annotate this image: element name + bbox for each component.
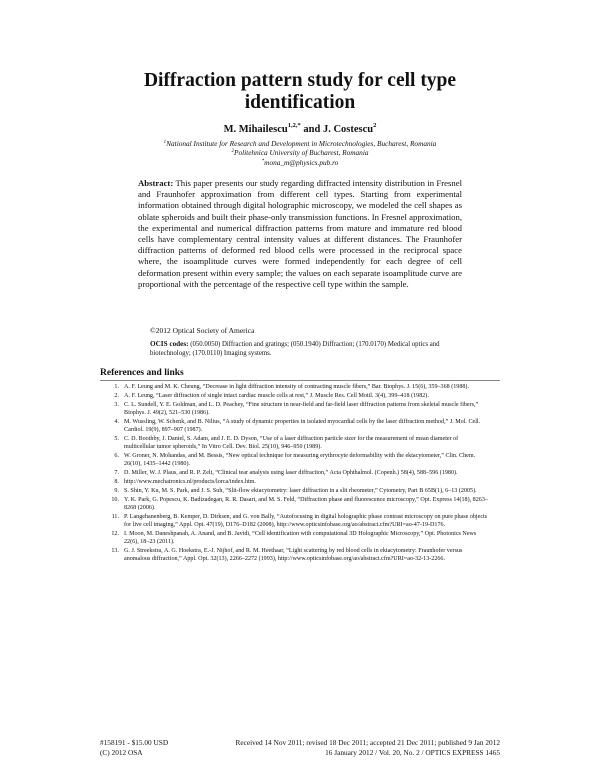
paper-title <box>100 70 500 114</box>
reference-number: 4. <box>114 419 119 426</box>
reference-item <box>100 488 488 496</box>
abstract-text: This paper presents our study regarding diffracted intensity distribution in Fresnel and Fraunhofer approximation from different cell types. Starting from experimental information obtained through digital holographic microscopy, we modeled the cell shapes as oblate spheroids and built their phase-only transmission functions. In Fresnel approximation, the experimental and numerical diffraction patterns from mature and immature red blood cells have complementary central intensity values at different distances. The Fraunhofer diffraction patterns of deformed red blood cells were processed in the reciprocal space where, the isoamplitude curves were formed independently for each degree of cell deformation present within every sample; the values on each separate isoamplitude curve are proportional with the percentage of the respective cell type within the sample. <box>138 178 462 289</box>
reference-link[interactable]: http://www.mechatronics.nl/products/lorca/index.htm. <box>124 479 256 486</box>
page-footer <box>100 738 500 758</box>
abstract <box>138 178 462 290</box>
reference-list <box>100 384 488 565</box>
reference-number: 2. <box>114 393 119 400</box>
reference-text: I. Moon, M. Daneshpanah, A. Anand, and B. Javidi, “Cell identification with computational 3D Holographic Microscopy,” Opt. Photonics News 22(6), 18–23 (2011). <box>124 531 477 546</box>
reference-text: P. Langehanenberg, B. Kemper, D. Dirksen, and G. von Bally, “Autofocusing in digital holographic phase contrast microscopy on pure phase objects for live cell imaging,” Appl. Opt. 47(19), D176–D182 (2008), http://www.opticsinfobase.org/ao/abstract.cfm?URI=ao-47-19-D176. <box>124 514 488 529</box>
reference-number: 3. <box>114 402 119 409</box>
reference-text: C. L. Sundell, Y. E. Goldman, and L. D. Peachey, “Fine structure in near-field and far-field laser diffraction patterns from skeletal muscle fibers,” Biophys. J. 49(2), 521–530 (1986). <box>124 402 479 417</box>
abstract-label: Abstract: <box>138 178 174 188</box>
affiliation-line <box>110 158 490 167</box>
author-affiliation-marker: 2 <box>373 122 377 129</box>
reference-item <box>100 479 488 487</box>
reference-item <box>100 402 488 418</box>
reference-text: C. D. Boothby, J. Daniel, S. Adam, and J. E. D. Dyson, “Use of a laser diffraction particle sizer for the measurement of mean diameter of multicellular tumor spheroids,” In Vitro Cell. Dev. Biol. 25(10), 946–950 (1989). <box>124 436 459 451</box>
affiliation-list <box>110 139 490 167</box>
reference-item <box>100 514 488 530</box>
author-name: J. Costescu <box>322 124 374 135</box>
affiliation-line <box>110 139 490 148</box>
reference-item <box>100 419 488 435</box>
reference-text: S. Shin, Y. Ku, M. S. Park, and J. S. Suh, “Slit-flow ektacytometry: laser diffraction in a slit rheometer,” Cytometry, Part B 65B(1), 6–13 (2005). <box>124 488 477 495</box>
reference-number: 11. <box>111 514 119 521</box>
reference-number: 8. <box>114 479 119 486</box>
reference-item <box>100 497 488 513</box>
reference-number: 6. <box>114 453 119 460</box>
reference-number: 7. <box>114 470 119 477</box>
publication-dates: Received 14 Nov 2011; revised 18 Dec 2011; accepted 21 Dec 2011; published 9 Jan 2012 <box>235 738 500 747</box>
author-list <box>100 123 500 136</box>
ocis-label: OCIS codes: <box>150 340 189 348</box>
footer-row <box>100 738 500 748</box>
reference-item <box>100 453 488 469</box>
reference-number: 10. <box>111 497 119 504</box>
references-divider <box>100 380 500 381</box>
reference-text: G. J. Streekstra, A. G. Hoekstra, E.-J. Nijhof, and R. M. Heethaar, “Light scattering by red blood cells in ektacytometry: Fraunhofer versus anomalous diffraction,” Appl. Opt. 32(13), 2266–2272 (1993), http://www.opticsinfobase.org/ao/abstract.cfm?URI=ao-32-13-2266. <box>124 548 463 563</box>
reference-item <box>100 384 488 392</box>
reference-number: 5. <box>114 436 119 443</box>
reference-text: D. Miller, W. J. Plaus, and R. P. Zelt, “Clinical tear analysis using laser diffraction,” Acta Ophthalmol. (Copenh.) 58(4), 588–596 (1980). <box>124 470 458 477</box>
reference-item <box>100 436 488 452</box>
title-line-1: Diffraction pattern study for cell type <box>143 70 457 91</box>
reference-number: 13. <box>111 548 119 555</box>
affiliation-marker: * <box>261 158 265 164</box>
reference-item <box>100 470 488 478</box>
osa-copyright: (C) 2012 OSA <box>100 748 143 757</box>
article-id-price: #158191 - $15.00 USD <box>100 738 169 747</box>
reference-text: M. Wussling, W. Schenk, and B. Nilius, “A study of dynamic properties in isolated myocardial cells by the laser diffraction method,” J. Mol. Cell. Cardiol. 19(9), 897–907 (1987). <box>124 419 481 434</box>
affiliation-line <box>110 148 490 157</box>
reference-number: 9. <box>114 488 119 495</box>
affiliation-text: National Institute for Research and Development in Microtechnologies, Bucharest, Romania <box>166 139 437 148</box>
journal-citation: 16 January 2012 / Vol. 20, No. 2 / OPTICS EXPRESS 1465 <box>325 748 500 757</box>
copyright-notice: ©2012 Optical Society of America <box>150 326 255 335</box>
title-line-2: identification <box>244 92 356 113</box>
reference-number: 1. <box>114 384 119 390</box>
ocis-codes <box>150 340 462 358</box>
reference-text: A. F. Leung and M. K. Cheung, “Decrease in light diffraction intensity of contracting muscle fibers,” Bar. Biophys. J. 15(6), 359–368 (1988). <box>124 384 469 390</box>
author-name: M. Mihailescu <box>223 124 288 135</box>
footer-row <box>100 748 500 758</box>
reference-text: Y. K. Park, G. Popescu, K. Badizadegan, R. R. Dasari, and M. S. Feld, “Diffraction phase and fluorescence microscopy,” Opt. Express 14(18), 8263–8268 (2006). <box>124 497 488 512</box>
reference-item <box>100 531 488 547</box>
references-heading: References and links <box>100 368 184 378</box>
reference-item <box>100 393 488 401</box>
ocis-text: (050.0050) Diffraction and gratings; (050.1940) Diffraction; (170.0170) Medical optics and biotechnology; (170.0110) Imaging systems. <box>150 341 440 358</box>
reference-item <box>100 548 488 564</box>
affiliation-marker: 2 <box>231 149 234 155</box>
reference-number: 12. <box>111 531 119 538</box>
author-conjunction: and <box>303 124 321 135</box>
affiliation-marker: 1 <box>163 140 167 145</box>
reference-text: W. Groner, N. Mohandas, and M. Bessis, “New optical technique for measuring erythrocyte deformability with the ektacytometer,” Clin. Chem. 26(10), 1435–1442 (1980). <box>124 453 476 468</box>
reference-text: A. F. Leung, “Laser diffraction of single intact cardiac muscle cells at rest,” J. Muscle Res. Cell Motil. 3(4), 399–418 (1982). <box>124 393 429 400</box>
affiliation-text: Politehnica University of Bucharest, Romania <box>234 148 369 158</box>
author-email-link[interactable]: mona_m@physics.pub.ro <box>264 157 339 167</box>
author-affiliation-marker: 1,2,* <box>287 122 301 129</box>
